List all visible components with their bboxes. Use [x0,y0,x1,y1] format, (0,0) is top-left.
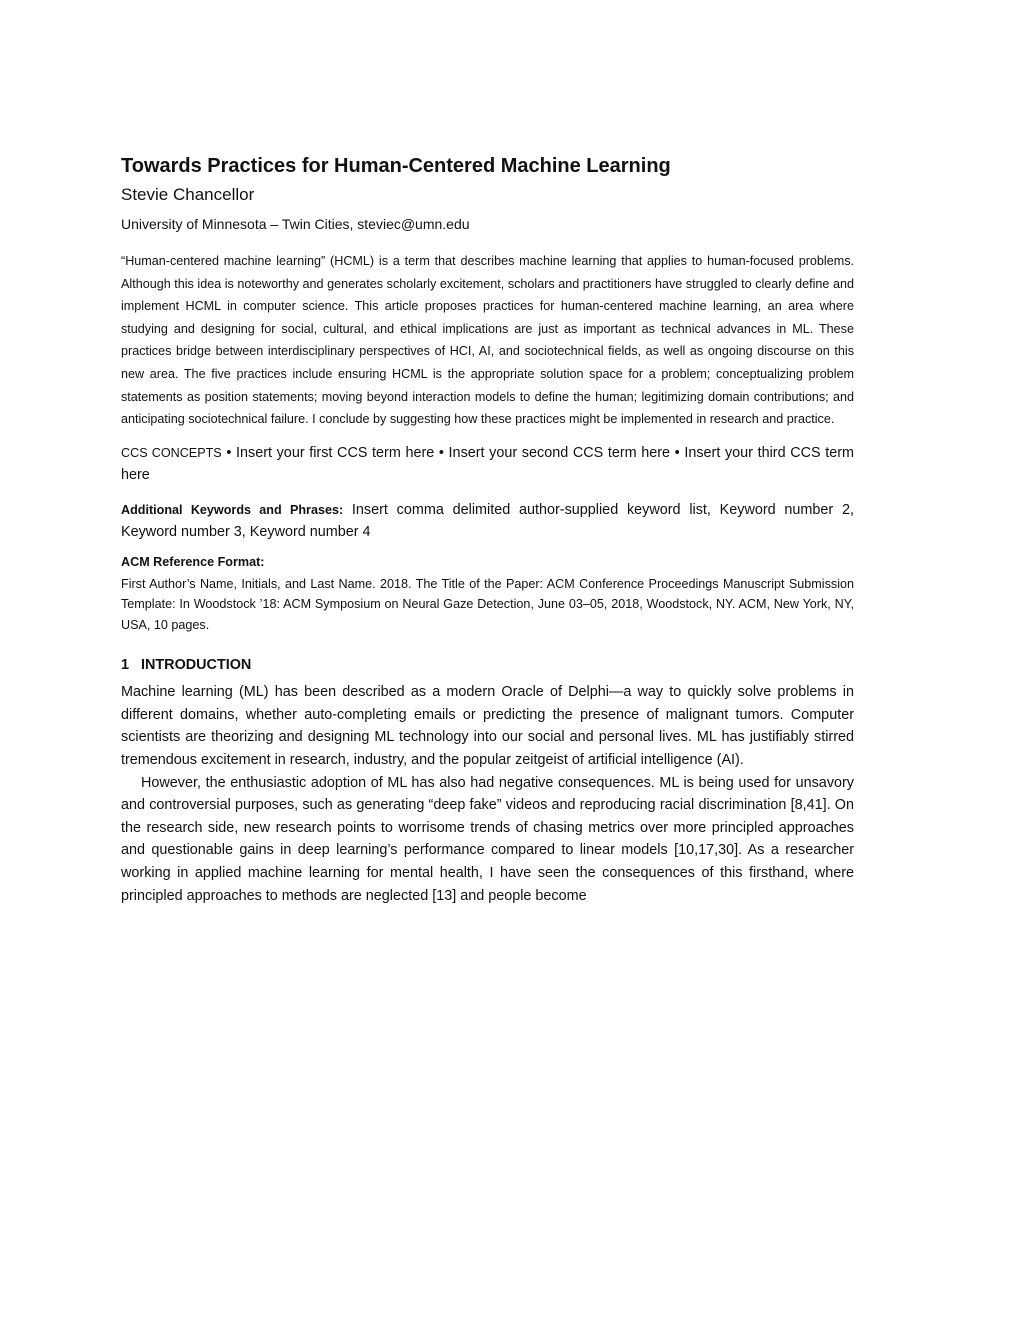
section-number: 1 [121,657,130,674]
section-title: INTRODUCTION [141,657,252,674]
ccs-concepts-terms: • Insert your first CCS term here • Insert your second CCS term here • Insert your third CCS term here [121,444,855,484]
author-affiliation: University of Minnesota – Twin Cities, steviec@umn.edu [121,216,470,232]
reference-format-text: First Author’s Name, Initials, and Last Name. 2018. The Title of the Paper: ACM Conference Proceedings Manuscript Submission Template: In Woodstock ’18: ACM Symposium on Neural Gaze Detection, June 03–05, 2018, Woodstock, NY. ACM, New York, NY, USA, 10 pages. [121,576,854,632]
keywords-label: Additional Keywords and Phrases: [121,502,344,517]
intro-paragraph-1: Machine learning (ML) has been described as a modern Oracle of Delphi—a way to quickly solve problems in different domains, whether auto-completing emails or predicting the presence of malignant tumors. Computer scientists are theorizing and designing ML technology into our social and personal lives. ML has justifiably stirred tremendous excitement in research, industry, and the popular zeitgeist of artificial intelligence (AI). [121,684,854,769]
paper-title: Towards Practices for Human-Centered Machine Learning [121,155,671,177]
paper-page [121,150,854,907]
reference-format-heading: ACM Reference Format: [121,554,265,569]
section-heading-introduction [121,655,854,675]
ccs-concepts [121,442,854,487]
additional-keywords [121,499,854,544]
keywords-list: Insert comma delimited author-supplied keyword list, Keyword number 2, Keyword number 3, Keyword number 4 [121,501,854,541]
author-name: Stevie Chancellor [121,185,255,204]
ccs-concepts-label: CCS CONCEPTS [121,445,222,460]
intro-paragraph-2: However, the enthusiastic adoption of ML has also had negative consequences. ML is being used for unsavory and controversial purposes, such as generating “deep fake” videos and reproducing racial discrimination [8,41]. On the research side, new research points to worrisome trends of chasing metrics over more principled approaches and questionable gains in deep learning’s performance compared to linear models [10,17,30]. As a researcher working in applied machine learning for mental health, I have seen the consequences of this firsthand, where principled approaches to methods are neglected [13] and people become [121,774,854,904]
abstract: “Human-centered machine learning” (HCML) is a term that describes machine learning that applies to human-focused problems. Although this idea is noteworthy and generates scholarly excitement, scholars and practitioners have struggled to clearly define and implement HCML in computer science. This article proposes practices for human-centered machine learning, an area where studying and designing for social, cultural, and ethical implications are just as important as technical advances in ML. These practices bridge between interdisciplinary perspectives of HCI, AI, and sociotechnical fields, as well as ongoing discourse on this new area. The five practices include ensuring HCML is the appropriate solution space for a problem; conceptualizing problem statements as position statements; moving beyond interaction models to define the human; legitimizing domain contributions; and anticipating sociotechnical failure. I conclude by suggesting how these practices might be implemented in research and practice. [121,254,854,427]
